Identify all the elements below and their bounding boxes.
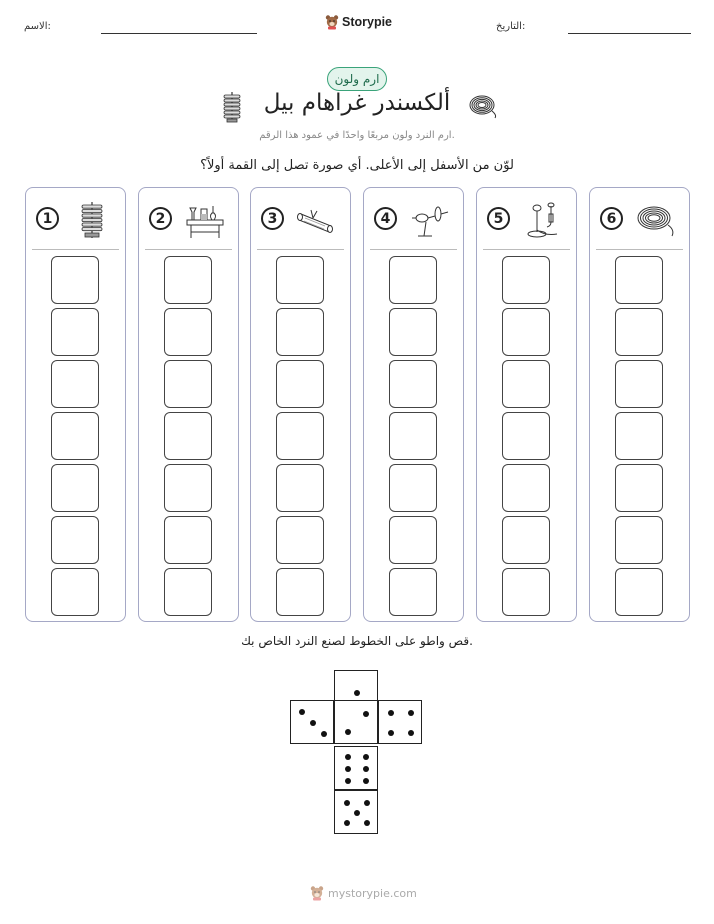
color-square[interactable]: [164, 256, 212, 304]
candlestick-telephone-icon: [521, 200, 565, 240]
coiled-wire-icon: [634, 200, 678, 240]
color-square[interactable]: [164, 308, 212, 356]
column-number: 3: [261, 207, 284, 230]
hydrofoil-icon: [408, 200, 452, 240]
column-divider: [596, 249, 683, 250]
dice-instruction: قص واطو على الخطوط لصنع النرد الخاص بك.: [241, 634, 473, 648]
color-square[interactable]: [51, 256, 99, 304]
footer: [310, 885, 417, 901]
dice-pip: [364, 800, 370, 806]
color-square[interactable]: [51, 308, 99, 356]
color-square[interactable]: [389, 516, 437, 564]
color-square[interactable]: [164, 360, 212, 408]
dice-pip: [344, 820, 350, 826]
scroll-icon: [295, 200, 339, 240]
color-square[interactable]: [276, 568, 324, 616]
column-6: [589, 187, 690, 622]
dice-pip: [345, 778, 351, 784]
column-3: [250, 187, 351, 622]
dice-pip: [344, 800, 350, 806]
color-square[interactable]: [276, 516, 324, 564]
color-square[interactable]: [502, 256, 550, 304]
color-square[interactable]: [51, 568, 99, 616]
color-square[interactable]: [389, 412, 437, 460]
column-number: 5: [487, 207, 510, 230]
column-divider: [257, 249, 344, 250]
name-label: الاسم:: [24, 21, 51, 32]
name-line[interactable]: [101, 33, 257, 34]
color-square[interactable]: [164, 464, 212, 512]
color-square[interactable]: [615, 464, 663, 512]
dice-pip: [354, 810, 360, 816]
color-square[interactable]: [276, 308, 324, 356]
column-number: 6: [600, 207, 623, 230]
column-divider: [145, 249, 232, 250]
column-number: 1: [36, 207, 59, 230]
dice-pip: [345, 729, 351, 735]
color-square[interactable]: [389, 256, 437, 304]
color-square[interactable]: [164, 412, 212, 460]
activity-badge: ارم ولون: [327, 67, 387, 91]
column-divider: [32, 249, 119, 250]
color-square[interactable]: [389, 568, 437, 616]
color-square[interactable]: [164, 516, 212, 564]
disc-stack-icon: [70, 200, 114, 240]
dice-net: [290, 670, 424, 835]
coiled-wire-icon: [468, 93, 498, 119]
column-divider: [483, 249, 570, 250]
dice-pip: [363, 766, 369, 772]
color-square[interactable]: [51, 360, 99, 408]
column-divider: [370, 249, 457, 250]
dice-pip: [364, 820, 370, 826]
dice-pip: [321, 731, 327, 737]
color-square[interactable]: [615, 360, 663, 408]
bear-logo-icon: [325, 14, 339, 30]
color-square[interactable]: [502, 412, 550, 460]
dice-face-3: [290, 700, 334, 744]
question-text: لوّن من الأسفل إلى الأعلى. أي صورة تصل إلى القمة أولاً؟: [200, 158, 514, 173]
date-label: التاريخ:: [496, 21, 526, 32]
color-square[interactable]: [615, 412, 663, 460]
column-number: 4: [374, 207, 397, 230]
color-square[interactable]: [51, 516, 99, 564]
column-2: [138, 187, 239, 622]
dice-pip: [388, 730, 394, 736]
color-square[interactable]: [502, 464, 550, 512]
color-square[interactable]: [51, 464, 99, 512]
page-title: ألكسندر غراهام بيل: [263, 90, 451, 116]
color-square[interactable]: [615, 308, 663, 356]
color-square[interactable]: [615, 516, 663, 564]
date-line[interactable]: [568, 33, 691, 34]
color-square[interactable]: [615, 568, 663, 616]
footer-url: mystorypie.com: [328, 886, 417, 900]
lab-table-icon: [183, 200, 227, 240]
color-square[interactable]: [389, 464, 437, 512]
color-square[interactable]: [502, 516, 550, 564]
color-square[interactable]: [276, 412, 324, 460]
dice-face-2: [334, 700, 378, 744]
color-square[interactable]: [502, 360, 550, 408]
bear-logo-icon: [310, 885, 324, 901]
color-square[interactable]: [276, 360, 324, 408]
dice-pip: [345, 766, 351, 772]
dice-pip: [363, 778, 369, 784]
column-5: [476, 187, 577, 622]
dice-pip: [363, 711, 369, 717]
column-1: [25, 187, 126, 622]
dice-pip: [363, 754, 369, 760]
color-square[interactable]: [502, 568, 550, 616]
dice-pip: [388, 710, 394, 716]
dice-pip: [408, 730, 414, 736]
dice-pip: [299, 709, 305, 715]
color-square[interactable]: [615, 256, 663, 304]
color-square[interactable]: [276, 256, 324, 304]
column-number: 2: [149, 207, 172, 230]
dice-pip: [310, 720, 316, 726]
dice-face-6: [334, 746, 378, 790]
page-subtitle: ارم النرد ولون مربعًا واحدًا في عمود هذا الرقم.: [259, 130, 455, 141]
dice-face-5: [334, 790, 378, 834]
color-square[interactable]: [51, 412, 99, 460]
color-square[interactable]: [502, 308, 550, 356]
color-square[interactable]: [276, 464, 324, 512]
dice-pip: [345, 754, 351, 760]
dice-face-4: [378, 700, 422, 744]
column-4: [363, 187, 464, 622]
dice-pip: [408, 710, 414, 716]
dice-pip: [354, 690, 360, 696]
brand-name: Storypie: [342, 15, 393, 29]
color-square[interactable]: [389, 360, 437, 408]
color-square[interactable]: [164, 568, 212, 616]
color-square[interactable]: [389, 308, 437, 356]
brand-logo: [325, 14, 392, 30]
